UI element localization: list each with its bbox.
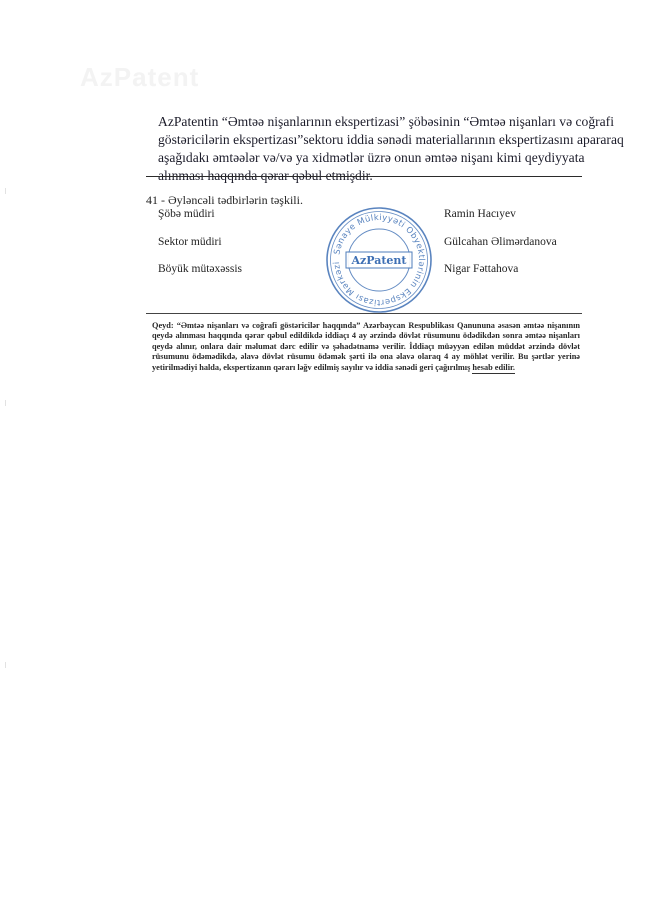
intro-line: aşağıdakı əmtəələr və/və ya xidmətlər üzrə onun əmtəə nişanı kimi qeydiyyata [158,150,585,165]
intro-line: alınması haqqında qərar qəbul etmişdir. [158,168,373,183]
divider-top [146,176,582,177]
intro-line: göstəricilərin ekspertizası”sektoru iddia sənədi materiallarının ekspertizasını apararaq [158,132,624,147]
note-paragraph [152,321,580,373]
name-sector-head: Gülcahan Əlimərdanova [444,236,557,248]
scan-mark [5,662,6,668]
role-head-of-department: Şöbə müdiri [158,208,215,220]
note-text: “Əmtəə nişanları və coğrafi göstəricilər haqqında” Azərbaycan Respublikası Qanununa əsasən əmtəə nişanının qeydə alınması haqqında qərar qəbul edildikdə iddiaçı 4 ay ərzində dövlət rüsumunu ödədikdən sonra əmtəə nişanları qeydə alınır, onlara dair məlumat dərc edilir və şəhadətnamə verilir. İddiaçı müəyyən edilən müddət ərzində dövlət rüsumunu ödəmədikdə, əlavə dövlət rüsumu ödəmək şərti ilə ona əlavə olaraq 4 ay möhlət verilir. Bu şərtlər yerinə yetirilmədiyi halda, ekspertizanın qərarı ləğv edilmiş sayılır və iddia sənədi geri çağırılmış [152,321,580,372]
azpatent-stamp-icon [324,205,434,315]
note-end: hesab edilir. [472,362,515,372]
goods-class: 41 - Əyləncəli tədbirlərin təşkili. [146,193,303,207]
role-senior-specialist: Böyük mütəxəssis [158,263,243,275]
role-sector-head: Sektor müdiri [158,236,222,248]
divider-note [146,313,582,314]
intro-paragraph [158,113,624,185]
name-senior-specialist: Nigar Fəttahova [444,263,519,275]
stamp-center-text: AzPatent [351,254,407,267]
stamp-ring-text: Sənaye Mülkiyyəti Obyektlərinin Ekspertizası Mərkəzi [331,211,428,309]
note-label: Qeyd: [152,321,174,330]
faint-letterhead: AzPatent [80,62,200,92]
scan-mark [5,400,6,406]
scan-mark [5,188,6,194]
intro-line: AzPatentin “Əmtəə nişanlarının ekspertizasi” şöbəsinin “Əmtəə nişanları və coğrafi [158,114,614,129]
name-head-of-department: Ramin Hacıyev [444,208,516,220]
